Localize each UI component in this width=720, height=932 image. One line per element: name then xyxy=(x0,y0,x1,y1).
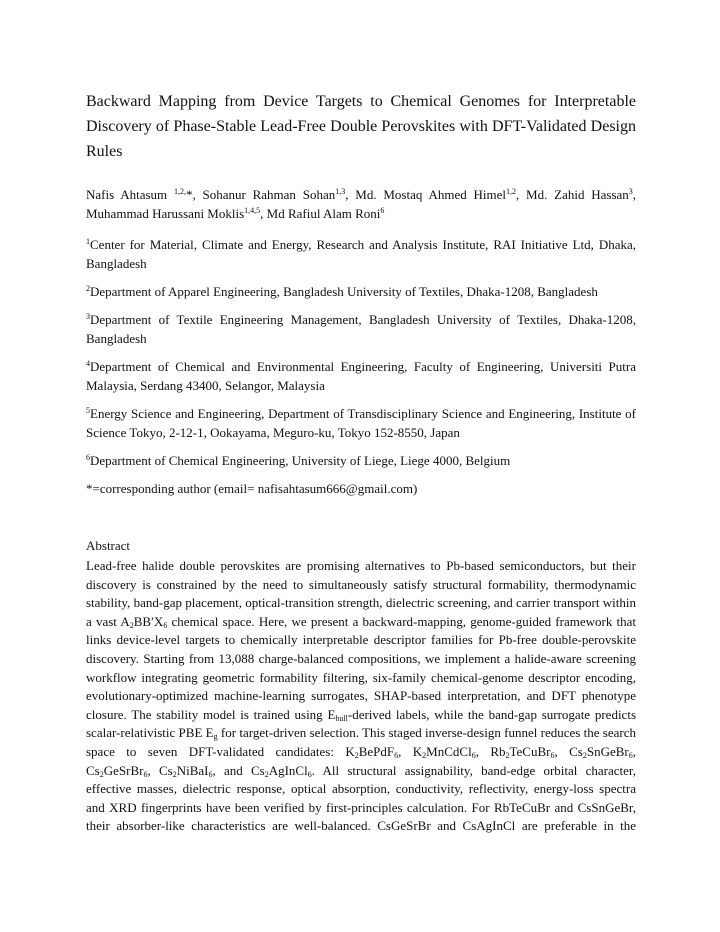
author-separator: , xyxy=(260,206,267,221)
subscript: 2 xyxy=(129,620,134,630)
subscript: 6 xyxy=(307,769,312,779)
abstract-heading: Abstract xyxy=(86,538,131,553)
author-affiliation-mark: 3 xyxy=(628,187,633,196)
affiliation-number: 3 xyxy=(86,312,90,321)
author-name: Md. Mostaq Ahmed Himel xyxy=(355,187,506,202)
subscript: 2 xyxy=(264,769,269,779)
abstract-text: , K xyxy=(398,743,423,759)
affiliation-number: 2 xyxy=(86,284,90,293)
abstract-body xyxy=(86,557,636,836)
author-separator: , xyxy=(516,187,527,202)
abstract-text: , Cs xyxy=(554,743,583,759)
abstract-text: for target-driven selection. This staged inverse-design funnel reduces the search space to seven DFT-validated candidates: K xyxy=(86,725,636,759)
abstract-text: MnCdCl xyxy=(426,743,472,759)
abstract-text: BB′X xyxy=(133,613,164,629)
affiliation-number: 6 xyxy=(86,453,90,462)
author-name: Sohanur Rahman Sohan xyxy=(202,187,336,202)
abstract-text: , and Cs xyxy=(212,762,265,778)
subscript: 6 xyxy=(628,750,633,760)
author-separator: , xyxy=(632,187,637,202)
abstract-text: BePdF xyxy=(358,743,395,759)
author-name: Md. Zahid Hassan xyxy=(526,187,629,202)
abstract-text: chemical space. Here, we present a backward-mapping, genome-guided framework that links device-level targets to chemically interpretable descriptor families for Pb-free double-perovskite discovery. Starting from 13,088 charge-balanced compositions, we implement a halide-aware screening workflow integrating geometric formability filtering, six-family chemical-genome descriptor encoding, evolutionary-optimized machine-learning surrogates, SHAP-based interpretation, and DFT phenotype closure. The stability model is trained using E xyxy=(86,613,636,722)
affiliation-text: Department of Apparel Engineering, Bangladesh University of Textiles, Dhaka-1208, Bangladesh xyxy=(90,284,598,299)
subscript: 6 xyxy=(143,769,148,779)
abstract-text: , Cs xyxy=(147,762,173,778)
author-name: Md Rafiul Alam Roni xyxy=(266,206,381,221)
author-separator: , xyxy=(345,187,356,202)
subscript: 2 xyxy=(582,750,587,760)
author-affiliation-mark: 1,2 xyxy=(506,187,516,196)
affiliation-number: 4 xyxy=(86,359,90,368)
abstract-text: . All structural assignability, band-edge orbital character, effective masses, dielectric response, optical absorption, conductivity, reflectivity, energy-loss spectra and XRD fingerprints have been verified by first-principles calculation. For RbTeCuBr and CsSnGeBr, their absorber-like characteristics are well-balanced. CsGeSrBr and CsAgInCl are preferable in the xyxy=(86,762,636,834)
author-affiliation-mark: 1,2, xyxy=(173,187,186,196)
affiliation-number: 5 xyxy=(86,406,90,415)
subscript: 6 xyxy=(163,620,168,630)
abstract-text: , Rb xyxy=(475,743,506,759)
affiliation-text: Center for Material, Climate and Energy, Research and Analysis Institute, RAI Initiative Ltd, Dhaka, Bangladesh xyxy=(86,237,636,271)
affiliation-5 xyxy=(86,404,636,442)
author-affiliation-mark: 1,3 xyxy=(335,187,346,196)
paper-title: Backward Mapping from Device Targets to Chemical Genomes for Interpretable Discovery of Phase-Stable Lead-Free Double Perovskites with DFT-Validated Design Rules xyxy=(86,93,636,160)
affiliation-text: Department of Chemical Engineering, University of Liege, Liege 4000, Belgium xyxy=(90,453,511,468)
author-list xyxy=(86,185,636,223)
abstract-text: TeCuBr xyxy=(509,743,551,759)
abstract-text: -derived labels, while the band-gap surrogate predicts scalar-relativistic PBE E xyxy=(86,706,636,741)
subscript: g xyxy=(213,732,218,742)
affiliation-text: Department of Textile Engineering Management, Bangladesh University of Textiles, Dhaka-1208, Bangladesh xyxy=(86,312,636,346)
subscript: 6 xyxy=(394,750,399,760)
author-name: Nafis Ahtasum xyxy=(86,187,174,202)
abstract-text: Lead-free halide double perovskites are promising alternatives to Pb-based semiconductors, but their discovery is constrained by the need to simultaneously satisfy structural formability, thermodynamic stability, band-gap placement, optical-transition strength, dielectric screening, and carrier transport within a vast A xyxy=(86,558,636,629)
affiliation-text: Department of Chemical and Environmental Engineering, Faculty of Engineering, Universiti Putra Malaysia, Serdang 43400, Selangor, Malaysia xyxy=(86,359,636,393)
subscript: 2 xyxy=(172,769,177,779)
affiliation-1 xyxy=(86,235,636,273)
abstract-text: , Cs xyxy=(86,743,636,778)
affiliation-2 xyxy=(86,282,636,301)
affiliation-6 xyxy=(86,451,636,470)
abstract-text: AgInCl xyxy=(268,762,308,778)
abstract-text: SnGeBr xyxy=(586,743,629,759)
subscript: 6 xyxy=(208,769,213,779)
corresponding-author-note: *=corresponding author (email= nafisahtasum666@gmail.com) xyxy=(86,481,418,496)
subscript: 2 xyxy=(422,750,427,760)
author-separator: *, xyxy=(185,187,203,202)
author-affiliation-mark: 1,4,5 xyxy=(244,206,261,215)
author-name: Muhammad Harussani Moklis xyxy=(86,206,245,221)
abstract-text: NiBaI xyxy=(176,762,209,778)
affiliation-3 xyxy=(86,310,636,348)
subscript: 2 xyxy=(99,769,104,779)
affiliation-text: Energy Science and Engineering, Department of Transdisciplinary Science and Engineering, Institute of Science Tokyo, 2-12-1, Ookayama, Meguro-ku, Tokyo 152-8550, Japan xyxy=(86,406,636,440)
subscript: hull xyxy=(335,713,348,723)
affiliation-4 xyxy=(86,357,636,395)
subscript: 2 xyxy=(354,750,359,760)
author-affiliation-mark: 6 xyxy=(380,206,385,215)
subscript: 6 xyxy=(471,750,476,760)
subscript: 6 xyxy=(550,750,555,760)
abstract-text: GeSrBr xyxy=(103,762,144,778)
affiliation-number: 1 xyxy=(86,237,90,246)
subscript: 2 xyxy=(505,750,510,760)
